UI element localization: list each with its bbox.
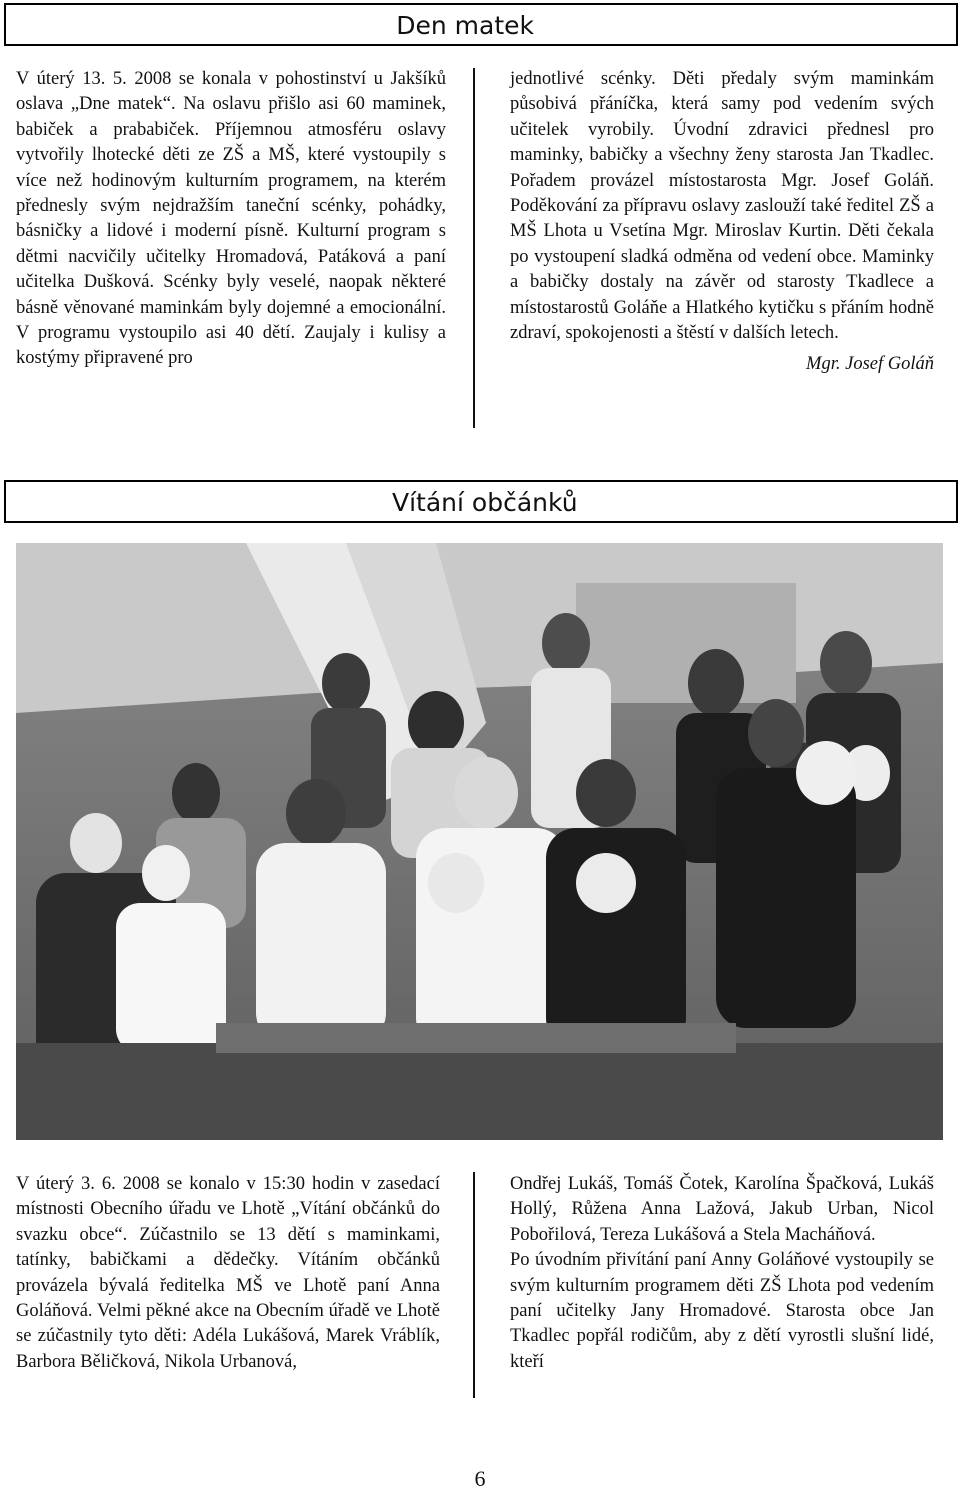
vitani-paragraph-1: V úterý 3. 6. 2008 se konalo v 15:30 hodin v zasedací místnosti Obecního úřadu ve Lhotě „Vítání občánků do svazku obce“. Zúčastnilo se 13 dětí s maminkami, tatínky, babičkami a dědečky. Vítáním občánků provázela bývalá ředitelka MŠ ve Lhotě paní Anna Goláňová. Velmi pěkné akce na Obecním úřadě ve Lhotě se zúčastnily tyto děti: Adéla Lukášová, Marek Vráblík, Barbora Běličková, Nikola Urbanová,	[16, 1174, 440, 1372]
section-title-box-den-matek	[4, 3, 958, 46]
den-matek-column-right	[510, 67, 934, 378]
section-title-vitani-obcanku: Vítání občánků	[392, 488, 578, 517]
vitani-paragraph-2: Ondřej Lukáš, Tomáš Čotek, Karolína Špačková, Lukáš Hollý, Růžena Anna Lažová, Jakub Urban, Nicol Pobořilová, Tereza Lukášová a Stela Macháňová.	[510, 1174, 934, 1245]
den-matek-paragraph-2: jednotlivé scénky. Děti předaly svým maminkám působivá přáníčka, která samy pod vedením svých učitelek vyrobily. Úvodní zdravici přednesl pro maminky, babičky a všechny ženy starosta Jan Tkadlec. Pořadem provázel místostarosta Mgr. Josef Goláň. Poděkování za přípravu oslavy zaslouží také ředitel ZŠ a MŠ Lhota u Vsetína Mgr. Miroslav Kurtin. Děti čekala po vystoupení sladká odměna od vedení obce. Maminky a babičky dostaly na závěr od starosty Tkadlece a místostarostů Goláňe a Hlatkého kytičku s přáním hodně zdraví, spokojenosti a štěstí v dalších letech.	[510, 69, 934, 344]
section-title-box-vitani-obcanku	[4, 480, 958, 523]
den-matek-paragraph-1: V úterý 13. 5. 2008 se konala v pohostinství u Jakšíků oslava „Dne matek“. Na oslavu přišlo asi 60 maminek, babiček a prababiček. Příjemnou atmosféru oslavy vytvořily lhotecké děti ze ZŠ a MŠ, které vystoupily s více než hodinovým kulturním programem, na kterém přednesly svým nejdražším taneční scénky, pohádky, básničky a lidové i moderní písně. Kulturní program s dětmi nacvičily učitelky Hromadová, Patáková a paní učitelka Dušková. Scénky byly veselé, naopak některé básně věnované maminkám byly dojemné a emocionální. V programu vystoupilo asi 40 dětí. Zaujaly i kulisy a kostýmy připravené pro	[16, 69, 446, 369]
vitani-column-right	[510, 1172, 934, 1375]
vitani-paragraph-3: Po úvodním přivítání paní Anny Goláňové vystoupily se svým kulturním programem děti ZŠ Lhota pod vedením paní učitelky Jany Hromadové. Starosta obce Jan Tkadlec popřál rodičům, aby z dětí vyrostli slušní lidé, kteří	[510, 1250, 934, 1372]
vitani-column-left	[16, 1172, 440, 1375]
column-divider-bottom	[473, 1172, 475, 1398]
section-title-den-matek: Den matek	[396, 11, 534, 40]
den-matek-column-left	[16, 67, 446, 372]
column-divider-top	[473, 68, 475, 428]
group-photo	[16, 543, 943, 1140]
page-number: 6	[474, 1466, 486, 1491]
group-photo-illustration	[16, 543, 943, 1140]
author-signature: Mgr. Josef Goláň	[806, 354, 934, 375]
